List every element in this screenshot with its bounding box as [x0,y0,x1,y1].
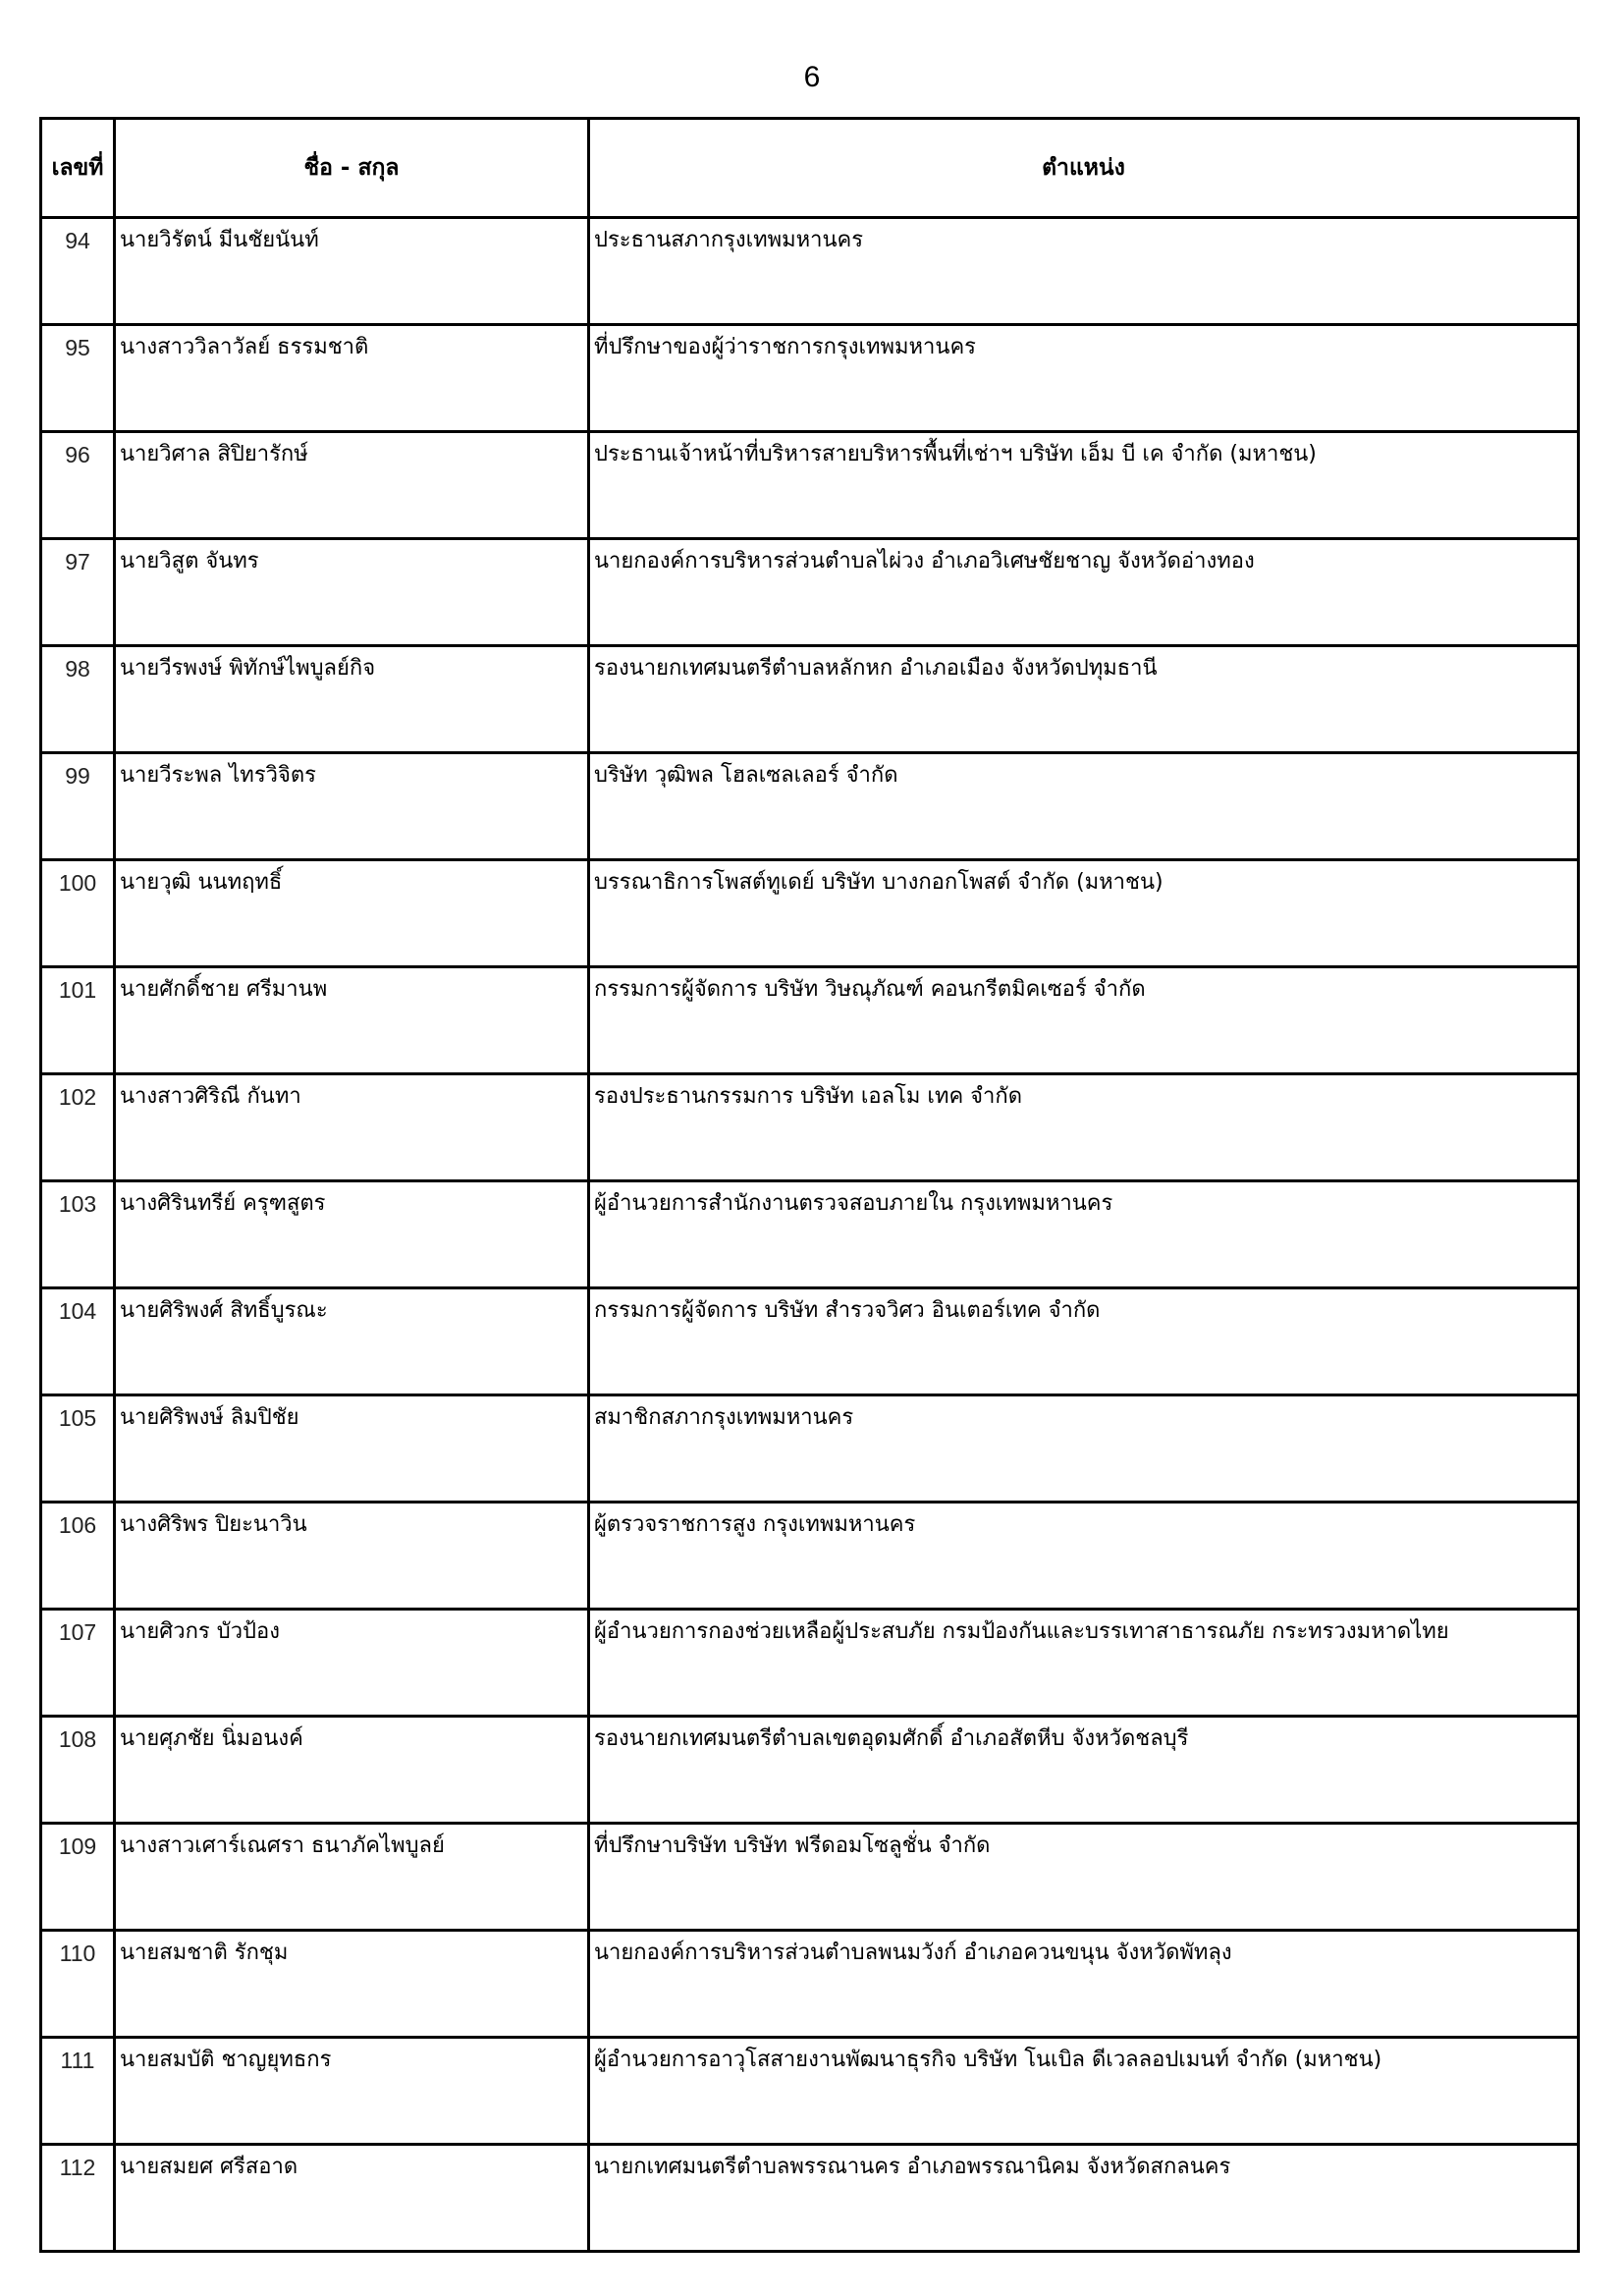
row-number: 107 [41,1610,115,1717]
row-name: นายสมบัติ ชาญยุทธกร [115,2038,589,2145]
row-name: นายศิวกร บัวป้อง [115,1610,589,1717]
row-name: นายวิรัตน์ มีนชัยนันท์ [115,218,589,325]
table-row [41,1824,1579,1931]
page-number: 6 [803,61,821,93]
row-position: กรรมการผู้จัดการ บริษัท สำรวจวิศว อินเตอร์เทค จำกัด [589,1288,1579,1395]
row-name: นายสมยศ ศรีสอาด [115,2145,589,2252]
table-row [41,1288,1579,1395]
table-row [41,432,1579,539]
row-number: 102 [41,1074,115,1181]
row-name: นายวิศาล สิปิยารักษ์ [115,432,589,539]
row-number: 109 [41,1824,115,1931]
table-row [41,1074,1579,1181]
row-number: 94 [41,218,115,325]
header-name: ชื่อ - สกุล [115,119,589,218]
row-number: 101 [41,967,115,1074]
table-row [41,1181,1579,1288]
row-position: ประธานเจ้าหน้าที่บริหารสายบริหารพื้นที่เช่าฯ บริษัท เอ็ม บี เค จำกัด (มหาชน) [589,432,1579,539]
row-position: บรรณาธิการโพสต์ทูเดย์ บริษัท บางกอกโพสต์ จำกัด (มหาชน) [589,860,1579,967]
row-number: 96 [41,432,115,539]
row-number: 100 [41,860,115,967]
table-row [41,753,1579,860]
table-row [41,218,1579,325]
row-position: ผู้อำนวยการสำนักงานตรวจสอบภายใน กรุงเทพมหานคร [589,1181,1579,1288]
row-name: นางสาวเศาร์เณศรา ธนาภัคไพบูลย์ [115,1824,589,1931]
row-position: รองนายกเทศมนตรีตำบลเขตอุดมศักดิ์ อำเภอสัตหีบ จังหวัดชลบุรี [589,1717,1579,1824]
row-name: นางสาวศิริณี กันทา [115,1074,589,1181]
row-number: 110 [41,1931,115,2038]
row-number: 106 [41,1503,115,1610]
row-position: บริษัท วุฒิพล โฮลเซลเลอร์ จำกัด [589,753,1579,860]
row-number: 105 [41,1395,115,1503]
row-name: นายศิริพงษ์ ลิมปิชัย [115,1395,589,1503]
header-row [41,119,1579,218]
table-row [41,539,1579,646]
row-position: นายกองค์การบริหารส่วนตำบลพนมวังก์ อำเภอควนขนุน จังหวัดพัทลุง [589,1931,1579,2038]
row-number: 97 [41,539,115,646]
row-position: ผู้อำนวยการกองช่วยเหลือผู้ประสบภัย กรมป้องกันและบรรเทาสาธารณภัย กระทรวงมหาดไทย [589,1610,1579,1717]
row-number: 108 [41,1717,115,1824]
row-name: นายวิสูต จันทร [115,539,589,646]
table-row [41,860,1579,967]
row-position: นายกองค์การบริหารส่วนตำบลไผ่วง อำเภอวิเศษชัยชาญ จังหวัดอ่างทอง [589,539,1579,646]
row-name: นางสาววิลาวัลย์ ธรรมชาติ [115,325,589,432]
row-position: ผู้อำนวยการอาวุโสสายงานพัฒนาธุรกิจ บริษัท โนเบิล ดีเวลลอปเมนท์ จำกัด (มหาชน) [589,2038,1579,2145]
table-header [41,119,1579,218]
row-number: 104 [41,1288,115,1395]
table-row [41,1503,1579,1610]
table-row [41,1931,1579,2038]
row-position: รองประธานกรรมการ บริษัท เอลโม เทค จำกัด [589,1074,1579,1181]
row-position: ประธานสภากรุงเทพมหานคร [589,218,1579,325]
row-position: กรรมการผู้จัดการ บริษัท วิษณุภัณฑ์ คอนกรีตมิคเซอร์ จำกัด [589,967,1579,1074]
table-row [41,1395,1579,1503]
row-name: นายสมชาติ รักชุม [115,1931,589,2038]
row-name: นายวีระพล ไทรวิจิตร [115,753,589,860]
table-body [41,218,1579,2252]
row-position: ที่ปรึกษาของผู้ว่าราชการกรุงเทพมหานคร [589,325,1579,432]
row-number: 111 [41,2038,115,2145]
table-row [41,646,1579,753]
row-name: นางศิริพร ปิยะนาวิน [115,1503,589,1610]
row-position: ที่ปรึกษาบริษัท บริษัท ฟรีดอมโซลูชั่น จำกัด [589,1824,1579,1931]
header-number: เลขที่ [41,119,115,218]
row-number: 103 [41,1181,115,1288]
row-name: นายศุภชัย นิ่มอนงค์ [115,1717,589,1824]
row-position: รองนายกเทศมนตรีตำบลหลักหก อำเภอเมือง จังหวัดปทุมธานี [589,646,1579,753]
row-name: นายวุฒิ นนทฤทธิ์ [115,860,589,967]
table-row [41,967,1579,1074]
row-name: นางศิรินทรีย์ ครุฑสูตร [115,1181,589,1288]
row-name: นายศักดิ์ชาย ศรีมานพ [115,967,589,1074]
row-number: 98 [41,646,115,753]
row-number: 99 [41,753,115,860]
table-row [41,2145,1579,2252]
member-table [39,117,1580,2253]
table-row [41,2038,1579,2145]
header-position: ตำแหน่ง [589,119,1579,218]
row-position: ผู้ตรวจราชการสูง กรุงเทพมหานคร [589,1503,1579,1610]
table-row [41,1610,1579,1717]
row-position: นายกเทศมนตรีตำบลพรรณานคร อำเภอพรรณานิคม จังหวัดสกลนคร [589,2145,1579,2252]
row-number: 112 [41,2145,115,2252]
row-name: นายวีรพงษ์ พิทักษ์ไพบูลย์กิจ [115,646,589,753]
row-number: 95 [41,325,115,432]
row-position: สมาชิกสภากรุงเทพมหานคร [589,1395,1579,1503]
table-row [41,325,1579,432]
row-name: นายศิริพงศ์ สิทธิ์บูรณะ [115,1288,589,1395]
table-row [41,1717,1579,1824]
